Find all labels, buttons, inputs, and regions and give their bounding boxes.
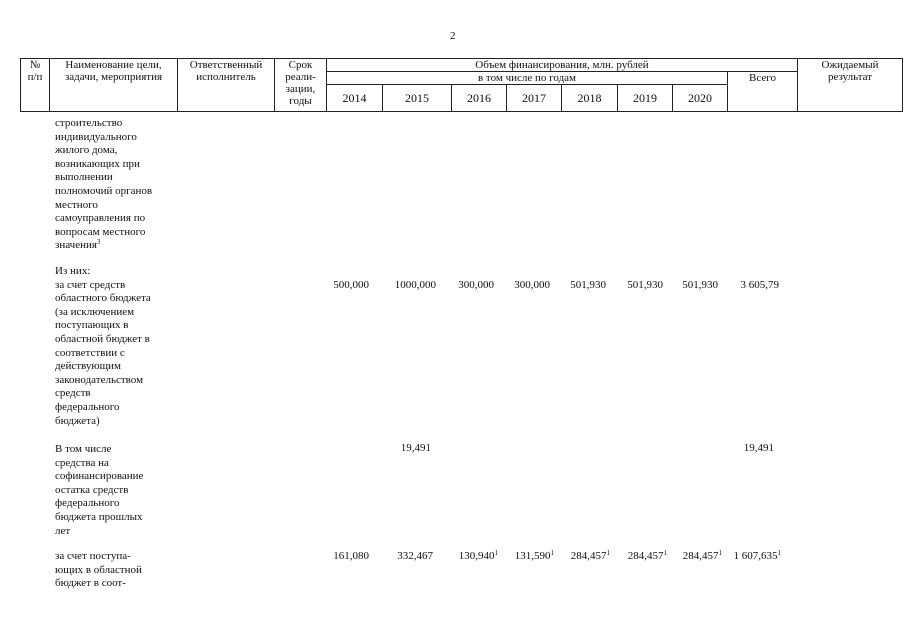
value-text: 284,457 [570, 550, 607, 562]
header-year-2020: 2020 [673, 85, 728, 112]
value-2016 [459, 550, 498, 563]
header-year-2016: 2016 [452, 85, 507, 112]
value-2019: 501,930 [627, 279, 663, 291]
value-2020 [683, 550, 722, 563]
header-year-2015: 2015 [383, 85, 452, 112]
header-term: Срок реали- зации, годы [275, 59, 327, 112]
page-number: 2 [450, 30, 456, 42]
block-3-text: В том числе средства на софинансирование остатка средств федерального бюджета прошлых лет [55, 443, 144, 537]
header-result: Ожидаемый результат [798, 59, 903, 112]
footnote-1: 1 [606, 549, 610, 557]
value-2015: 1000,000 [394, 279, 436, 291]
value-text: 284,457 [682, 550, 719, 562]
header-year-2014: 2014 [327, 85, 383, 112]
header-total: Всего [728, 72, 798, 112]
value-total [734, 550, 782, 563]
header-year-2017: 2017 [507, 85, 562, 112]
table-header [20, 58, 903, 112]
header-by-year: в том числе по годам [327, 72, 728, 85]
value-text: 284,457 [627, 550, 664, 562]
footnote-1: 1 [494, 549, 498, 557]
value-2018 [571, 550, 610, 563]
header-responsible: Ответственный исполнитель [178, 59, 275, 112]
value-text: 131,590 [514, 550, 551, 562]
block-1-text [55, 117, 173, 253]
value-2014: 500,000 [333, 279, 369, 291]
footnote-1: 1 [663, 549, 667, 557]
header-num: № п/п [21, 59, 50, 112]
value-2019 [628, 550, 667, 563]
footnote-1: 1 [777, 549, 781, 557]
value-2016: 300,000 [458, 279, 494, 291]
value-2017: 300,000 [514, 279, 550, 291]
block-4-text: за счет поступа- ющих в областной бюджет в соот- [55, 550, 142, 590]
value-2017 [515, 550, 554, 563]
header-name: Наименование цели, задачи, мероприятия [50, 59, 178, 112]
value-2020: 501,930 [682, 279, 718, 291]
value-total: 3 605,79 [740, 279, 779, 291]
header-year-2019: 2019 [618, 85, 673, 112]
value-total: 19,491 [743, 442, 774, 454]
footnote-3: 3 [96, 238, 101, 247]
header-funding: Объем финансирования, млн. рублей [327, 59, 798, 72]
value-text: 130,940 [458, 550, 495, 562]
block-1-label: строительство индивидуального жилого дома, возникающих при выполнении полномочий органов местного самоуправления по вопросам местного значения [55, 117, 153, 252]
header-year-2018: 2018 [562, 85, 618, 112]
value-2015: 332,467 [397, 550, 433, 562]
value-text: 1 607,635 [733, 550, 778, 562]
value-2018: 501,930 [570, 279, 606, 291]
value-2015: 19,491 [400, 442, 431, 454]
block-2-text: Из них: за счет средств областного бюджета (за исключением поступающих в областной бюджет в соответствии с действующим законодательством средств федерального бюджета) [55, 265, 151, 427]
value-2014: 161,080 [333, 550, 369, 562]
footnote-1: 1 [550, 549, 554, 557]
footnote-1: 1 [718, 549, 722, 557]
